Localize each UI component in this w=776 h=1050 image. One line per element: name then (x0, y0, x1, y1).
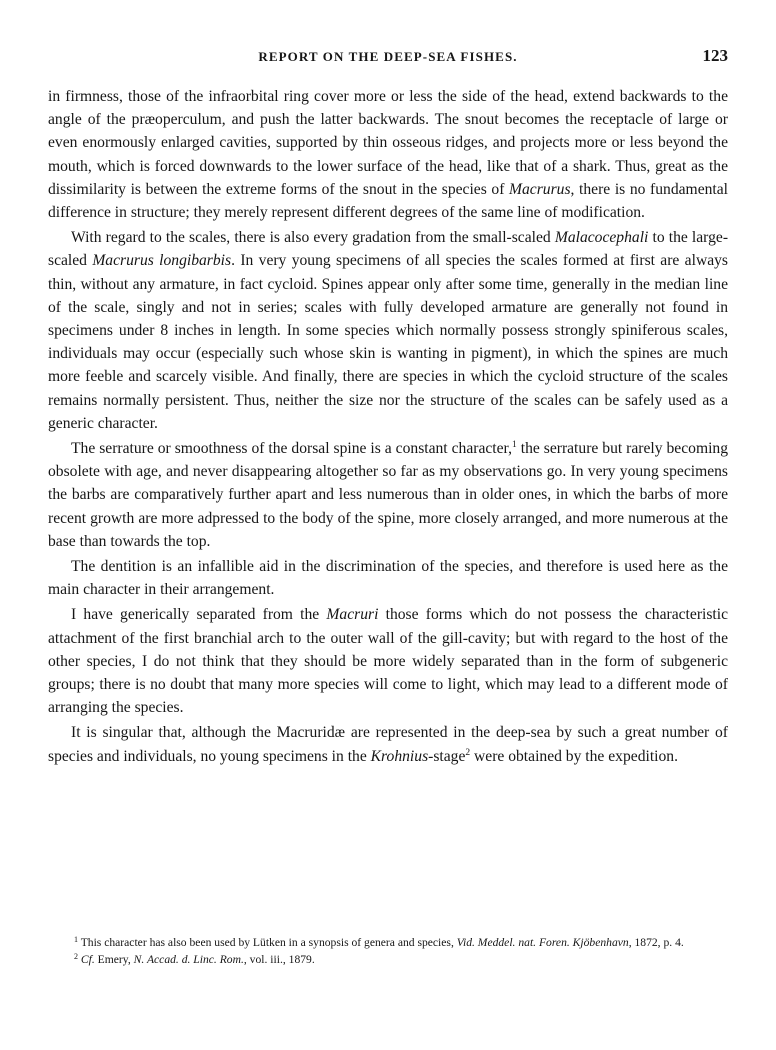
page-number: 123 (702, 46, 728, 65)
text-run: , vol. iii., 1879. (243, 953, 315, 966)
text-run: in firmness, those of the infraorbital ring cover more or less the side of the head, extend backwards to the angle of the præoperculum, and push the latter backwards. The snout becomes the receptacle of large or even enormously enlarged cavities, supported by thin osseous ridges, and projects more or less beyond the mouth, which is forced downwards to the lower surface of the head, like that of a shark. Thus, great as the dissimilarity is between the extreme forms of the snout in the species of (48, 88, 728, 198)
text-run: I have generically separated from the (71, 606, 327, 624)
text-run: The serrature or smoothness of the dorsal spine is a constant character, (71, 440, 513, 458)
text-run: those forms which do not possess the characteristic attachment of the first branchial arch to the outer wall of the gill-cavity; but with regard to the host of the other species, I do not think that they should be more widely separated than in the form of subgeneric groups; there is no doubt that many more species will come to light, which may lead to a different mode of arranging the species. (48, 606, 728, 717)
text-run: The dentition is an infallible aid in the discrimination of the species, and therefore is used here as the main character in their arrangement. (48, 558, 728, 599)
text-run: . In very young specimens of all species the scales formed at first are always thin, without any armature, in fact cycloid. Spines appear only after some time, generally in the median line of the scale, singly and not in series; scales with fully developed armature are generally not found in specimens under 8 inches in length. In some species which normally possess strongly spiniferous scales, individuals may occur (especially such whose skin is wanting in pigment), in which the spines are much more feeble and scarcely visible. And finally, there are species in which the cycloid structure of the scales remains normally persistent. Thus, neither the size nor the structure of the scales can be safely used as a generic character. (48, 252, 728, 432)
running-title: REPORT ON THE DEEP-SEA FISHES. (258, 49, 518, 64)
text-run: With regard to the scales, there is also every gradation from the small-scaled (71, 229, 555, 247)
paragraph (48, 226, 728, 435)
text-run: , there is no fundamental difference in structure; they merely represent different degrees of the same line of modification. (48, 180, 728, 222)
footnote-number: 1 (74, 935, 78, 944)
italic-text: Macruri (326, 606, 379, 624)
italic-text: Macrurus (509, 180, 571, 198)
footnote-reference: 1 (512, 440, 517, 451)
italic-text: Malacocephali (554, 229, 649, 247)
italic-text: Cf. (80, 953, 95, 966)
paragraph (48, 437, 728, 553)
page-header (48, 46, 728, 68)
italic-text: Macrurus longibarbis (92, 252, 232, 270)
italic-text: N. Accad. d. Linc. Rom. (133, 953, 244, 966)
paragraph (48, 85, 728, 224)
text-run: -stage (428, 747, 466, 765)
paragraph (48, 603, 728, 719)
text-run: , 1872, p. 4. (628, 936, 684, 949)
italic-text: Krohnius (370, 747, 429, 765)
paragraph (48, 721, 728, 767)
footnote (48, 934, 728, 951)
footnote-number: 2 (74, 952, 78, 961)
text-run: the serrature but rarely becoming obsolete with age, and never disappearing altogether so far as my observations go. In very young specimens the barbs are comparatively further apart and less numerous than in older ones, in which the barbs of more recent growth are more adpressed to the body of the spine, more closely arranged, and more numerous at the base than towards the top. (48, 440, 728, 550)
footnote-reference: 2 (465, 747, 471, 758)
footnotes (48, 934, 728, 968)
italic-text: Vid. Meddel. nat. Foren. Kjöbenhavn (456, 936, 629, 949)
paragraph (48, 555, 728, 601)
footnote (48, 951, 728, 968)
text-run: were obtained by the expedition. (470, 747, 678, 765)
text-run: This character has also been used by Lütken in a synopsis of genera and species, (80, 936, 457, 949)
text-run: Emery, (94, 953, 134, 966)
body-text (48, 85, 728, 768)
text-run: It is singular that, although the Macruridæ are represented in the deep-sea by such a great number of species and individuals, no young specimens in the (48, 724, 728, 765)
text-run: to the large-scaled (48, 229, 729, 270)
